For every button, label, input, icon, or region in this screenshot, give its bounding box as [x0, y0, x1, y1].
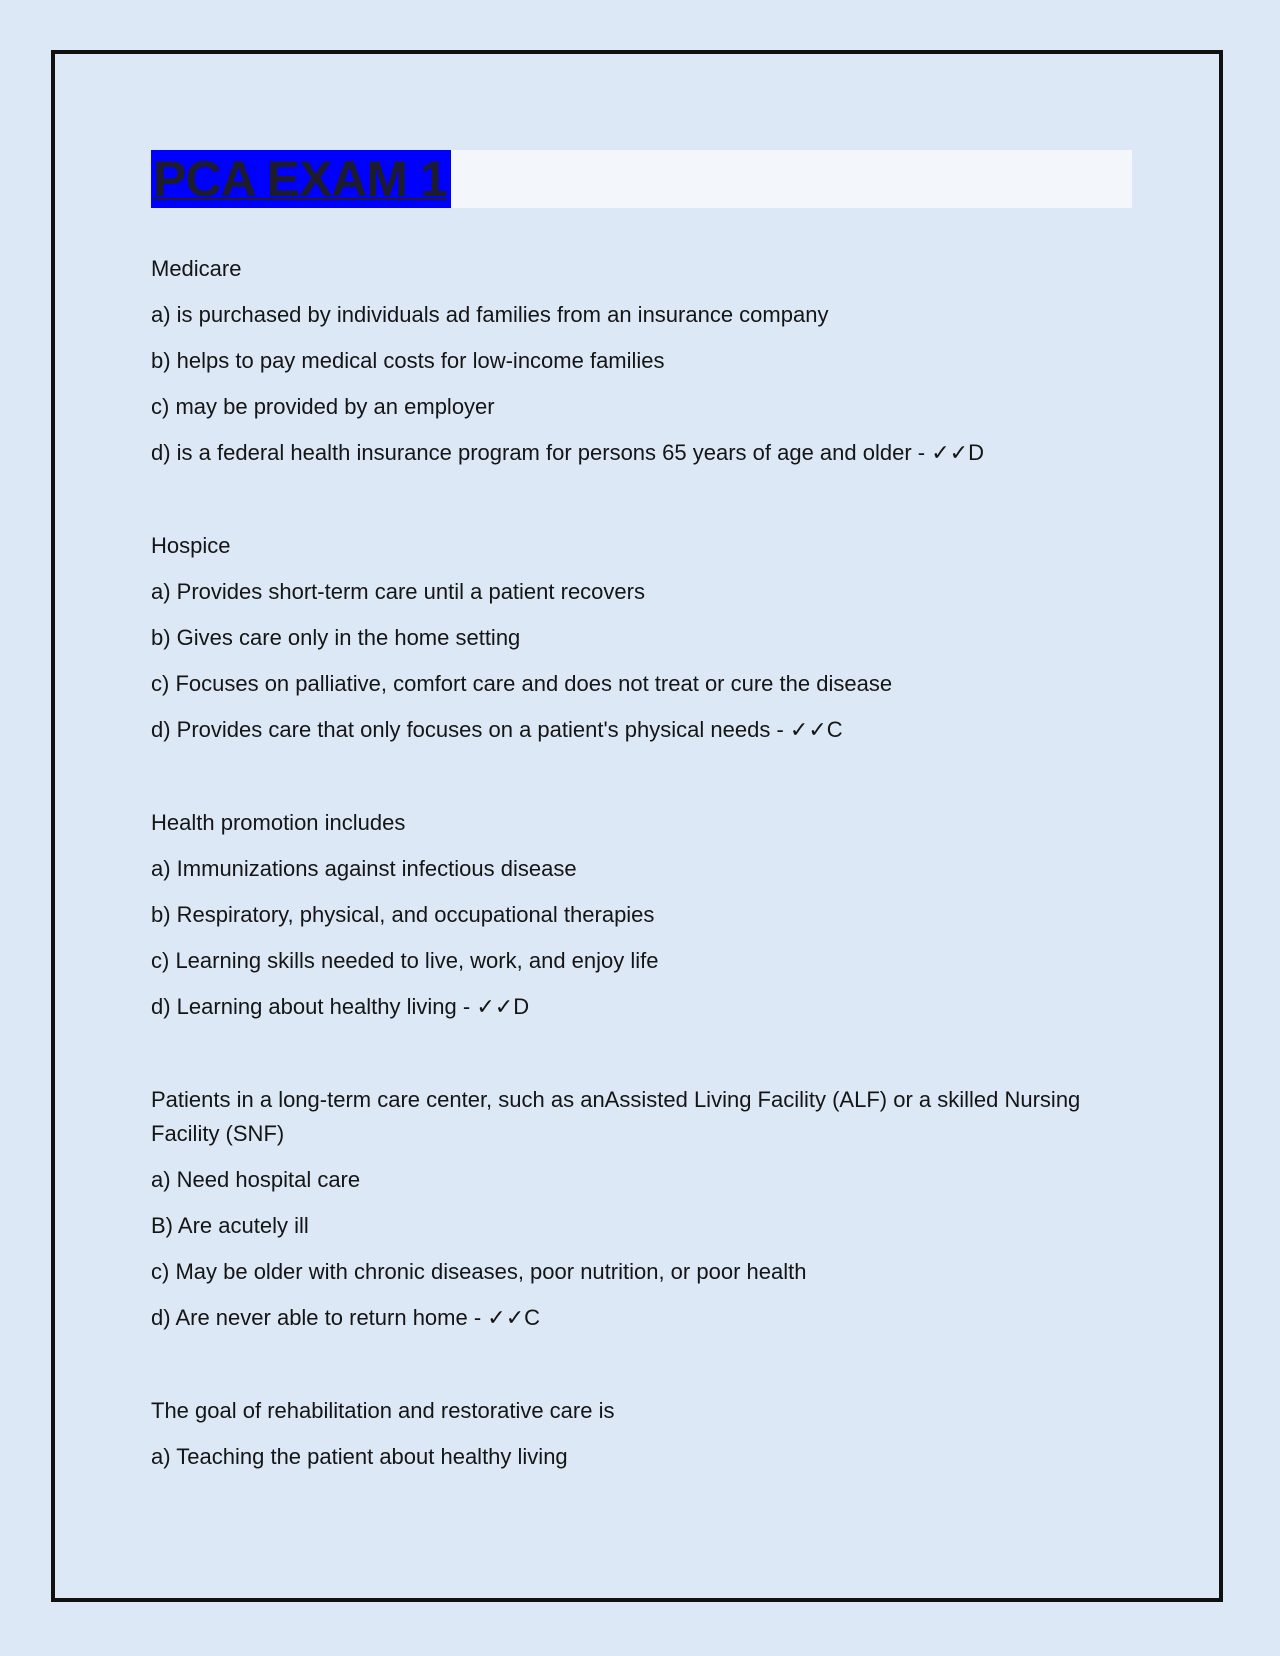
checkmark-icon: ✓✓ — [931, 441, 969, 466]
answer-option: c) may be provided by an employer — [151, 394, 495, 419]
question-stem: Health promotion includes — [151, 810, 406, 835]
answer-option: b) helps to pay medical costs for low-income families — [151, 348, 665, 373]
answer-option-with-key — [151, 713, 1132, 748]
answer-option-text: d) Learning about healthy living - — [151, 994, 477, 1019]
checkmark-icon: ✓✓ — [487, 1306, 525, 1331]
answer-option: b) Respiratory, physical, and occupational therapies — [151, 902, 655, 927]
answer-option: B) Are acutely ill — [151, 1213, 309, 1238]
answer-option: a) Teaching the patient about healthy living — [151, 1444, 568, 1469]
correct-answer: D — [968, 440, 984, 465]
answer-option: c) May be older with chronic diseases, poor nutrition, or poor health — [151, 1259, 807, 1284]
answer-option-text: d) Are never able to return home - — [151, 1305, 488, 1330]
answer-option: c) Learning skills needed to live, work, and enjoy life — [151, 948, 659, 973]
answer-option: c) Focuses on palliative, comfort care and does not treat or cure the disease — [151, 671, 893, 696]
question-block — [151, 1394, 1132, 1474]
answer-option-text: d) Provides care that only focuses on a patient's physical needs - — [151, 717, 790, 742]
checkmark-icon: ✓✓ — [476, 995, 514, 1020]
correct-answer: C — [826, 717, 843, 742]
correct-answer: C — [524, 1305, 541, 1330]
question-block — [151, 1083, 1132, 1336]
answer-option: a) Immunizations against infectious disease — [151, 856, 577, 881]
question-stem: The goal of rehabilitation and restorative care is — [151, 1398, 615, 1423]
answer-option-text: d) is a federal health insurance program for persons 65 years of age and older - — [151, 440, 932, 465]
question-stem: Medicare — [151, 256, 242, 281]
question-block — [151, 529, 1132, 748]
answer-option-with-key — [151, 990, 1132, 1025]
answer-option: a) is purchased by individuals ad families from an insurance company — [151, 302, 829, 327]
answer-option: b) Gives care only in the home setting — [151, 625, 521, 650]
page-title: PCA EXAM 1 — [151, 150, 451, 208]
answer-option: a) Provides short-term care until a patient recovers — [151, 579, 645, 604]
checkmark-icon: ✓✓ — [789, 718, 827, 743]
correct-answer: D — [513, 994, 530, 1019]
answer-option-with-key — [151, 436, 1132, 471]
answer-option: a) Need hospital care — [151, 1167, 361, 1192]
question-block — [151, 252, 1132, 471]
question-block — [151, 806, 1132, 1025]
document-content — [151, 150, 1132, 1474]
question-stem: Patients in a long-term care center, such as anAssisted Living Facility (ALF) or a skilled Nursing Facility (SNF) — [151, 1087, 1081, 1146]
title-bar — [151, 150, 1132, 208]
question-stem: Hospice — [151, 533, 231, 558]
answer-option-with-key — [151, 1301, 1132, 1336]
